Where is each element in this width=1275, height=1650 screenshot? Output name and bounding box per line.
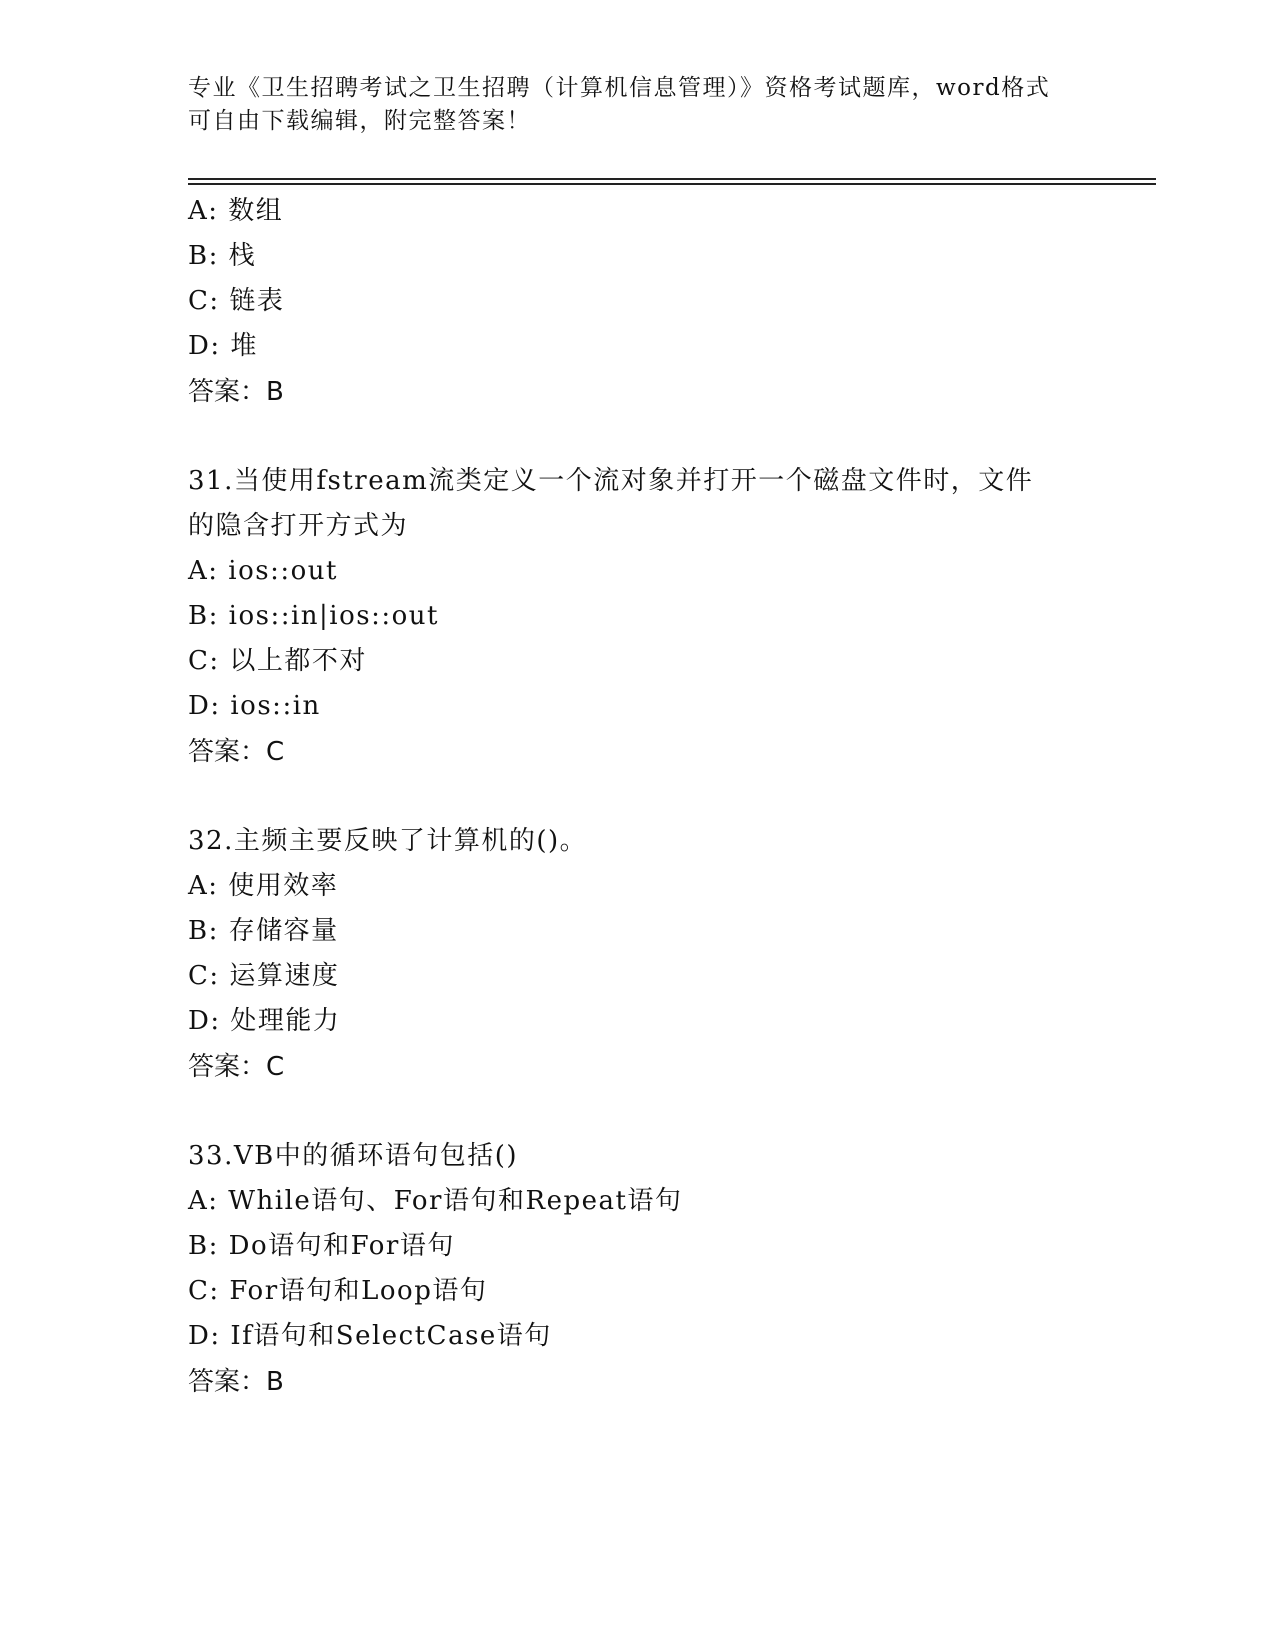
question-text-line-1: 32.主频主要反映了计算机的()。 bbox=[188, 826, 588, 856]
option-d: D: ios::in bbox=[188, 691, 321, 721]
option-a: A: While语句、For语句和Repeat语句 bbox=[188, 1186, 683, 1216]
header-rule-top bbox=[188, 178, 1156, 180]
question-block-33 bbox=[188, 1134, 1088, 1405]
header-rule-bottom bbox=[188, 183, 1156, 185]
spacer bbox=[188, 1090, 1088, 1134]
option-b: B: Do语句和For语句 bbox=[188, 1231, 455, 1261]
answer-line: 答案：C bbox=[188, 1052, 285, 1082]
question-text bbox=[188, 459, 1088, 549]
answer-line: 答案：C bbox=[188, 737, 285, 767]
option-c: C: For语句和Loop语句 bbox=[188, 1276, 488, 1306]
option-d: D: 处理能力 bbox=[188, 1006, 341, 1036]
option-a: A: ios::out bbox=[188, 556, 338, 586]
option-a: A: 使用效率 bbox=[188, 871, 339, 901]
option-c: C: 链表 bbox=[188, 286, 285, 316]
document-header bbox=[188, 72, 1068, 138]
option-d: D: 堆 bbox=[188, 331, 258, 361]
question-text bbox=[188, 819, 1088, 864]
option-d: D: If语句和SelectCase语句 bbox=[188, 1321, 552, 1351]
option-b: B: ios::in|ios::out bbox=[188, 601, 439, 631]
question-block-31 bbox=[188, 459, 1088, 775]
question-block-30 bbox=[188, 189, 1088, 415]
option-a: A: 数组 bbox=[188, 196, 284, 226]
option-c: C: 以上都不对 bbox=[188, 646, 367, 676]
question-text-line-1: 33.VB中的循环语句包括() bbox=[188, 1141, 519, 1171]
option-b: B: 存储容量 bbox=[188, 916, 339, 946]
option-b: B: 栈 bbox=[188, 241, 257, 271]
option-c: C: 运算速度 bbox=[188, 961, 340, 991]
answer-line: 答案：B bbox=[188, 377, 284, 407]
header-line-1: 专业《卫生招聘考试之卫生招聘（计算机信息管理）》资格考试题库，word格式 bbox=[188, 75, 1051, 101]
spacer bbox=[188, 775, 1088, 819]
question-block-32 bbox=[188, 819, 1088, 1090]
question-text-line-2: 的隐含打开方式为 bbox=[188, 511, 409, 541]
header-line-2: 可自由下载编辑，附完整答案！ bbox=[188, 108, 531, 134]
spacer bbox=[188, 415, 1088, 459]
question-list bbox=[188, 189, 1088, 1405]
answer-line: 答案：B bbox=[188, 1367, 284, 1397]
question-text bbox=[188, 1134, 1088, 1179]
question-text-line-1: 31.当使用fstream流类定义一个流对象并打开一个磁盘文件时，文件 bbox=[188, 466, 1034, 496]
